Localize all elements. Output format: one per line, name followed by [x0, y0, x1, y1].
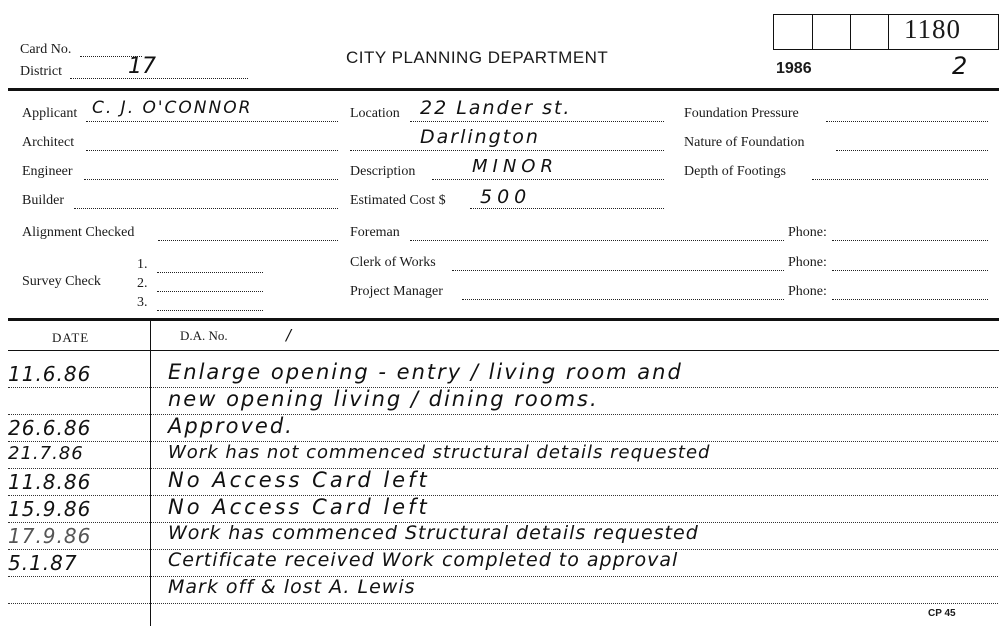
- survey-1-line: [157, 272, 263, 273]
- location-value: 22 Lander st.: [420, 97, 572, 119]
- log-header-rule: [8, 350, 999, 351]
- log-entry-date: 26.6.86: [8, 416, 92, 440]
- clerk-phone-line: [832, 270, 988, 271]
- nature-label: Nature of Foundation: [684, 135, 805, 150]
- log-entry-text: No Access Card left: [168, 495, 430, 519]
- applicant-line: [86, 121, 338, 122]
- log-entry-text: Mark off & lost A. Lewis: [168, 576, 416, 598]
- foreman-phone-label: Phone:: [788, 225, 827, 240]
- department-title: CITY PLANNING DEPARTMENT: [346, 48, 609, 67]
- applicant-label: Applicant: [22, 106, 78, 121]
- alignment-line: [158, 240, 338, 241]
- builder-label: Builder: [22, 193, 64, 208]
- survey-2-line: [157, 291, 263, 292]
- description-line: [432, 179, 664, 180]
- record-box-divider: [812, 14, 813, 49]
- location-label: Location: [350, 106, 400, 121]
- date-header: DATE: [52, 330, 90, 345]
- pm-label: Project Manager: [350, 284, 443, 299]
- foreman-line: [410, 240, 784, 241]
- log-entry-text: Approved.: [168, 414, 294, 438]
- log-top-rule: [8, 318, 999, 321]
- log-entry-date: 15.9.86: [8, 497, 92, 521]
- nature-line: [836, 150, 988, 151]
- alignment-label: Alignment Checked: [22, 225, 135, 240]
- survey-3-line: [157, 310, 263, 311]
- depth-line: [812, 179, 988, 180]
- district-line: [70, 78, 248, 79]
- record-box-divider: [850, 14, 851, 49]
- location-value-2: Darlington: [420, 126, 540, 148]
- engineer-label: Engineer: [22, 164, 73, 179]
- description-label: Description: [350, 164, 416, 179]
- log-entry-text: No Access Card left: [168, 468, 430, 492]
- clerk-line: [452, 270, 784, 271]
- log-ruled-line: [8, 603, 998, 604]
- form-code: CP 45: [928, 608, 956, 619]
- log-entry-date: 17.9.86: [8, 524, 92, 548]
- district-value: 17: [128, 54, 156, 79]
- log-entry-text: new opening living / dining rooms.: [168, 387, 599, 411]
- location-line: [410, 121, 664, 122]
- survey-2-label: 2.: [137, 276, 148, 291]
- record-number: 1180: [904, 14, 961, 44]
- foreman-label: Foreman: [350, 225, 400, 240]
- record-box-divider: [888, 14, 889, 49]
- survey-3-label: 3.: [137, 295, 148, 310]
- builder-line: [74, 208, 338, 209]
- description-value: MINOR: [472, 156, 558, 177]
- pm-line: [462, 299, 784, 300]
- architect-label: Architect: [22, 135, 75, 150]
- foundation-pressure-label: Foundation Pressure: [684, 106, 799, 121]
- clerk-label: Clerk of Works: [350, 255, 436, 270]
- log-entry-text: Certificate received Work completed to approval: [168, 549, 679, 571]
- log-entry-date: 21.7.86: [8, 443, 84, 464]
- date-column-divider: [150, 321, 151, 626]
- depth-label: Depth of Footings: [684, 164, 786, 179]
- cost-line: [470, 208, 664, 209]
- pm-phone-label: Phone:: [788, 284, 827, 299]
- engineer-line: [84, 179, 338, 180]
- foundation-pressure-line: [826, 121, 988, 122]
- header-rule: [8, 88, 999, 91]
- year: 1986: [776, 60, 812, 77]
- cost-label: Estimated Cost $: [350, 193, 446, 208]
- pm-phone-line: [832, 299, 988, 300]
- log-entry-date: 11.6.86: [8, 362, 92, 386]
- log-entry-text: Work has commenced Structural details requested: [168, 522, 699, 544]
- architect-line: [86, 150, 338, 151]
- clerk-phone-label: Phone:: [788, 255, 827, 270]
- record-suffix: 2: [952, 52, 968, 80]
- survey-1-label: 1.: [137, 257, 148, 272]
- da-value: /: [286, 326, 292, 344]
- record-number-box: [773, 14, 999, 50]
- foreman-phone-line: [832, 240, 988, 241]
- card-no-label: Card No.: [20, 42, 72, 57]
- da-label: D.A. No.: [180, 328, 228, 343]
- location-line-2: [350, 150, 664, 151]
- cost-value: 500: [480, 186, 532, 208]
- log-entry-date: 11.8.86: [8, 470, 92, 494]
- applicant-value: C. J. O'CONNOR: [92, 98, 253, 118]
- district-label: District: [20, 64, 62, 79]
- log-entry-text: Work has not commenced structural details requested: [168, 442, 711, 463]
- log-entry-date: 5.1.87: [8, 551, 78, 575]
- survey-label: Survey Check: [22, 274, 101, 289]
- log-entry-text: Enlarge opening - entry / living room and: [168, 360, 683, 384]
